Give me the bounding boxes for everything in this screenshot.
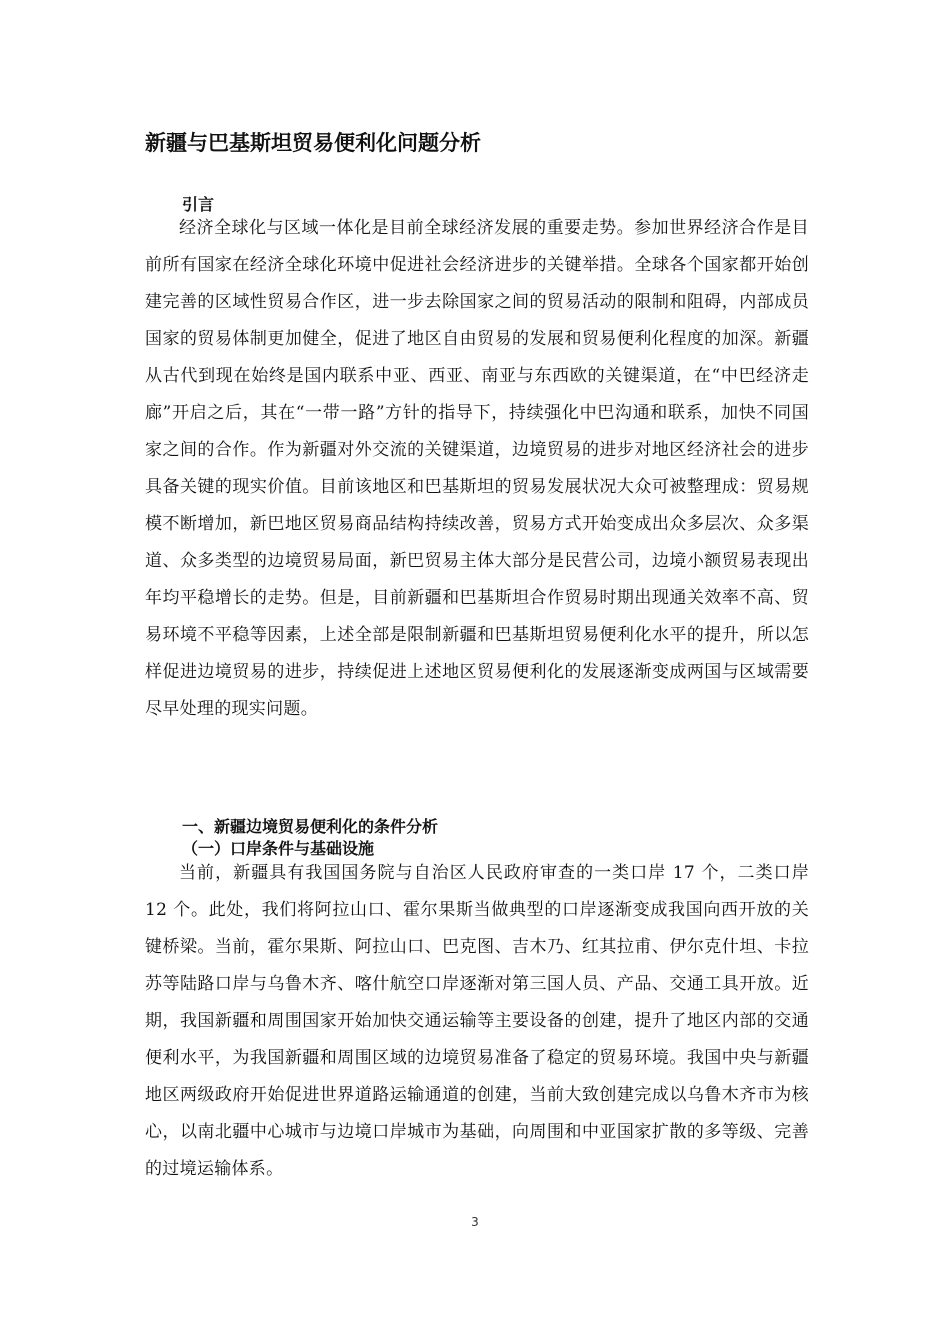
intro-paragraph: 经济全球化与区域一体化是目前全球经济发展的重要走势。参加世界经济合作是目前所有国家在经济全球化环境中促进社会经济进步的关键举措。全球各个国家都开始创建完善的区域性贸易合作区，进一步去除国家之间的贸易活动的限制和阻碍，内部成员国家的贸易体制更加健全，促进了地区自由贸易的发展和贸易便利化程度的加深。新疆从古代到现在始终是国内联系中亚、西亚、南亚与东西欧的关键渠道，在“中巴经济走廊”开启之后，其在“一带一路”方针的指导下，持续强化中巴沟通和联系，加快不同国家之间的合作。作为新疆对外交流的关键渠道，边境贸易的进步对地区经济社会的进步具备关键的现实价值。目前该地区和巴基斯坦的贸易发展状况大众可被整理成：贸易规模不断增加，新巴地区贸易商品结构持续改善，贸易方式开始变成出众多层次、众多渠道、众多类型的边境贸易局面，新巴贸易主体大部分是民营公司，边境小额贸易表现出年均平稳增长的走势。但是，目前新疆和巴基斯坦合作贸易时期出现通关效率不高、贸易环境不平稳等因素，上述全部是限制新疆和巴基斯坦贸易便利化水平的提升，所以怎样促进边境贸易的进步，持续促进上述地区贸易便利化的发展逐渐变成两国与区域需要尽早处理的现实问题。: [145, 218, 809, 719]
page-number: 3: [471, 1215, 479, 1229]
section-1-heading: 一、新疆边境贸易便利化的条件分析: [182, 817, 439, 836]
subsection-1-heading: （一）口岸条件与基础设施: [182, 839, 375, 858]
subsection-1-paragraph: 当前，新疆具有我国国务院与自治区人民政府审查的一类口岸 17 个，二类口岸 12 个。此处，我们将阿拉山口、霍尔果斯当做典型的口岸逐渐变成我国向西开放的关键桥梁。当前，霍尔果斯、阿拉山口、巴克图、吉木乃、红其拉甫、伊尔克什坦、卡拉苏等陆路口岸与乌鲁木齐、喀什航空口岸逐渐对第三国人员、产品、交通工具开放。近期，我国新疆和周围国家开始加快交通运输等主要设备的创建，提升了地区内部的交通便利水平，为我国新疆和周围区域的边境贸易准备了稳定的贸易环境。我国中央与新疆地区两级政府开始促进世界道路运输通道的创建，当前大致创建完成以乌鲁木齐市为核心，以南北疆中心城市与边境口岸城市为基础，向周围和中亚国家扩散的多等级、完善的过境运输体系。: [145, 863, 809, 1179]
document-title: 新疆与巴基斯坦贸易便利化问题分析: [145, 131, 481, 155]
intro-heading: 引言: [182, 195, 215, 214]
